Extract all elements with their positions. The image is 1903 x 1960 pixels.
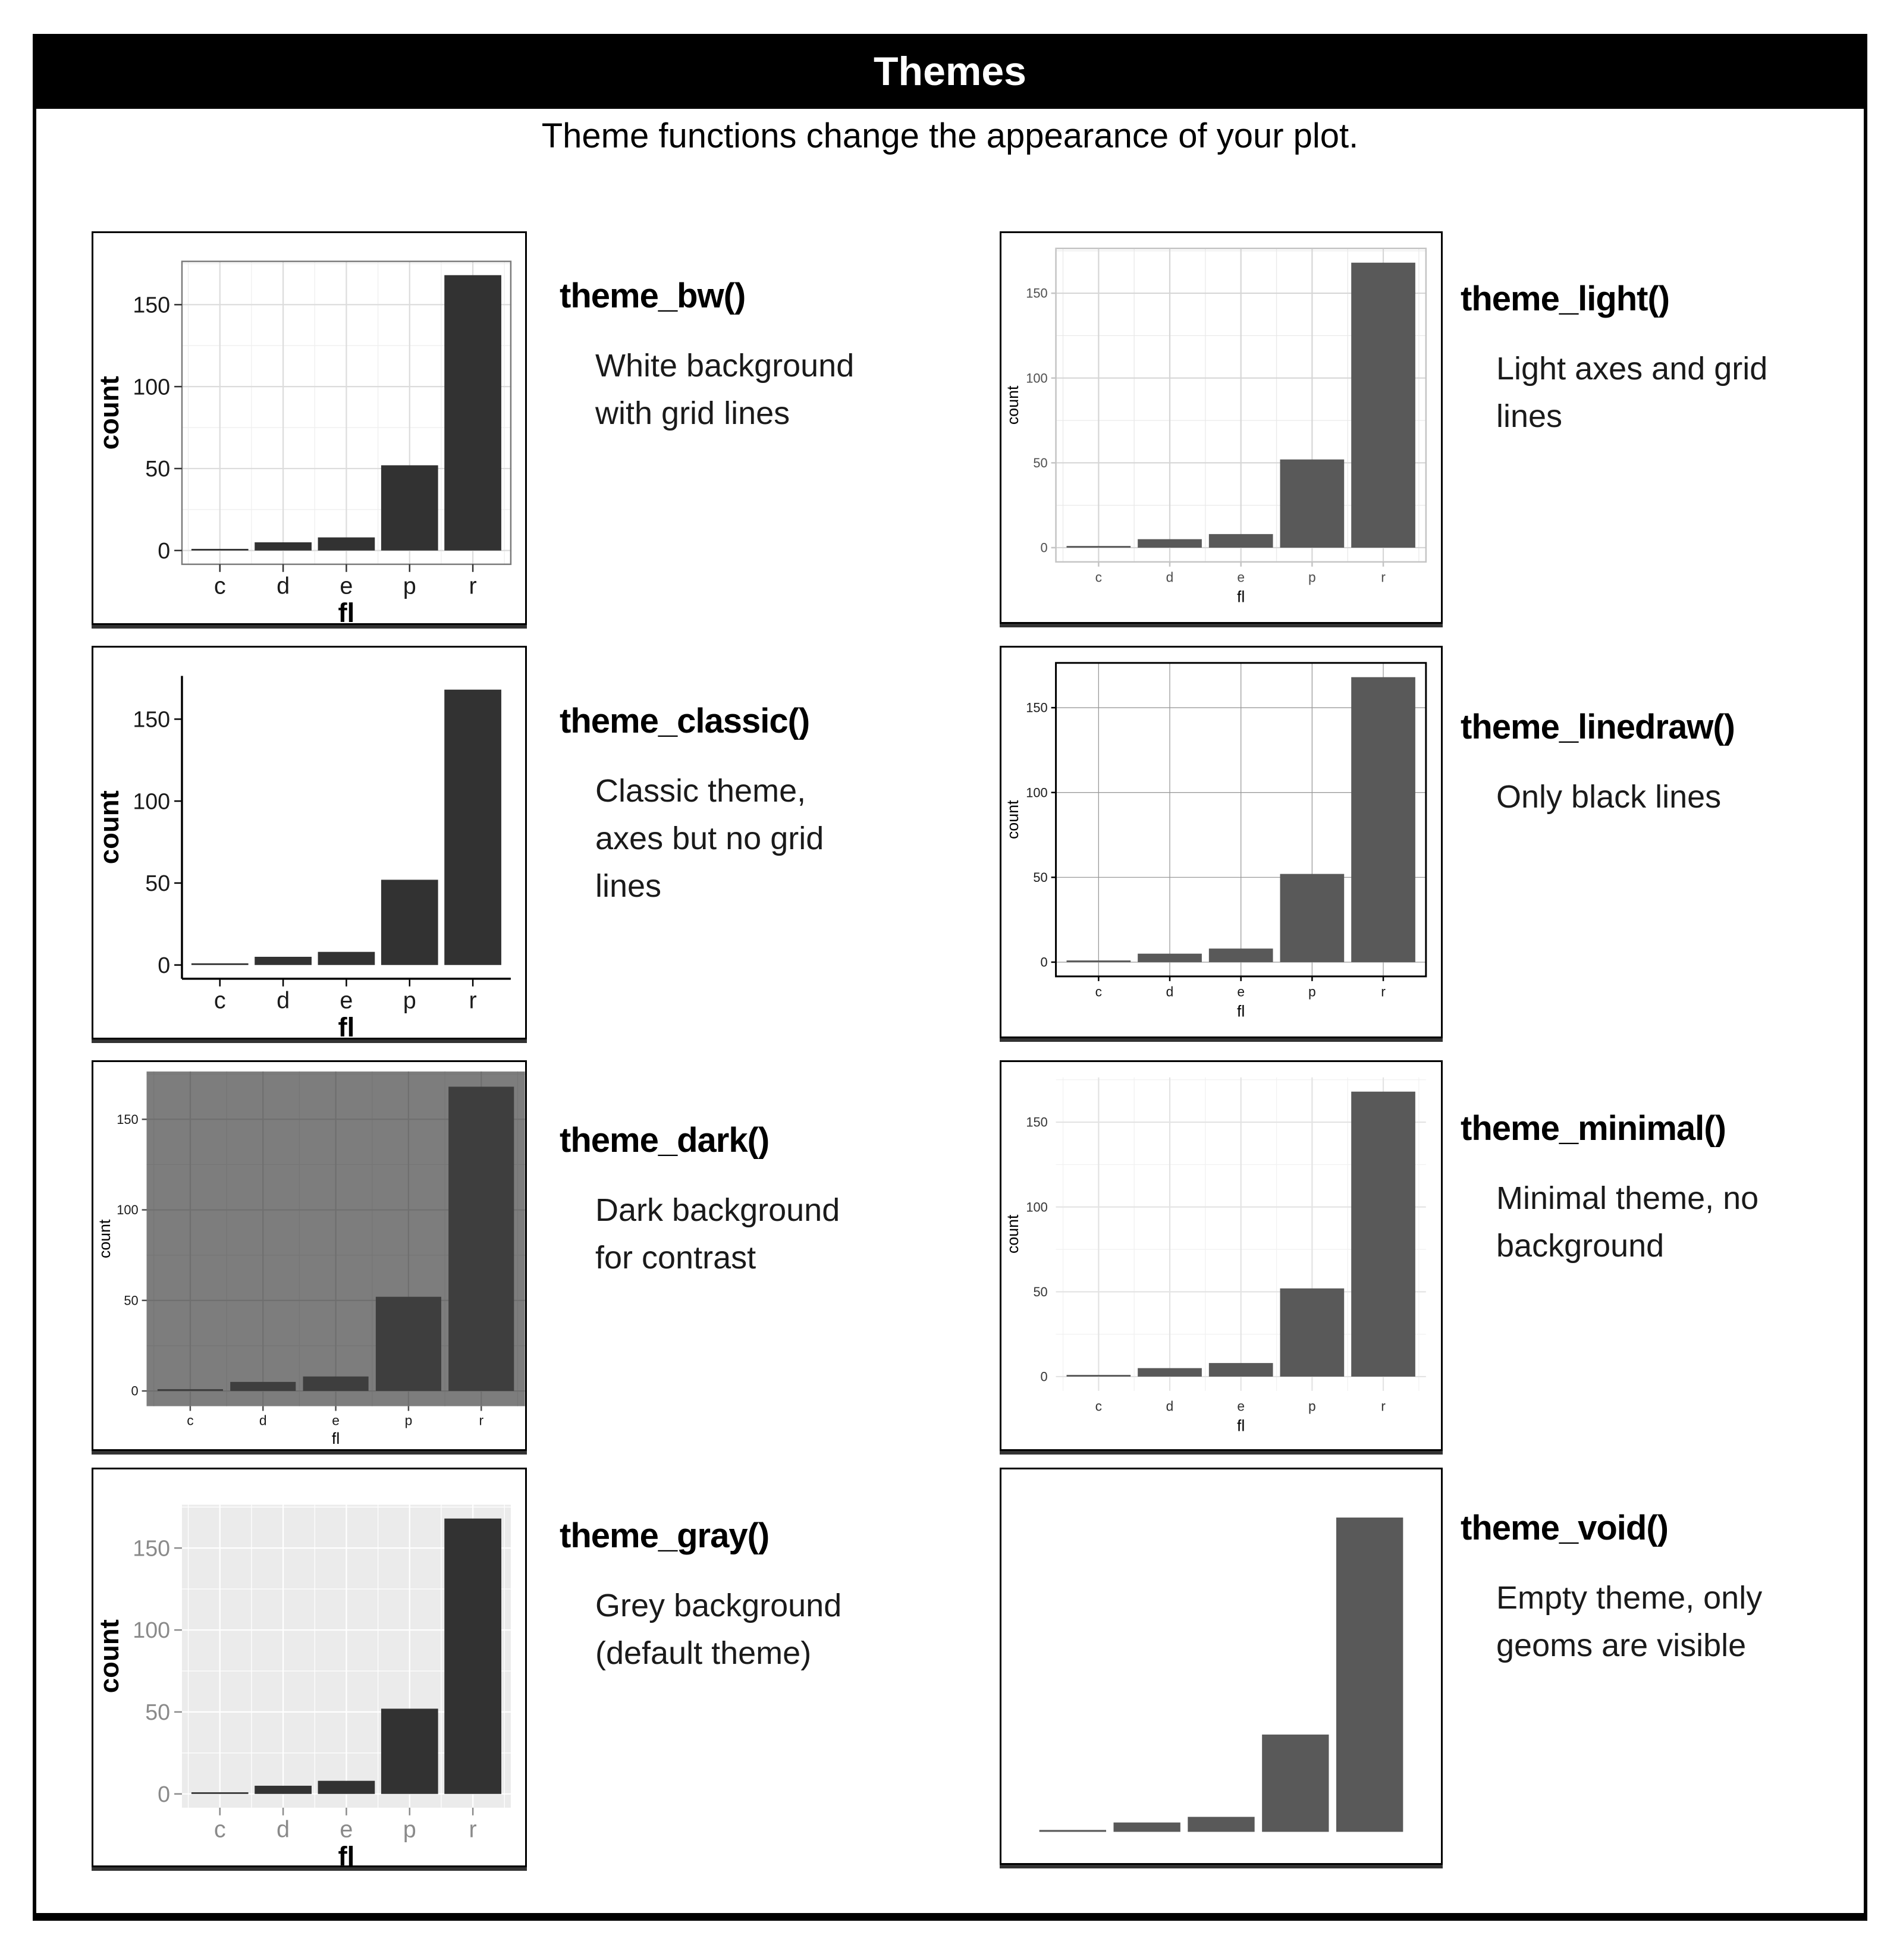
svg-text:50: 50 [1033, 455, 1048, 470]
svg-text:e: e [1237, 569, 1245, 585]
theme-desc-line: with grid lines [595, 395, 790, 431]
theme-void-label [1461, 1507, 1865, 1669]
theme-desc-line: background [1496, 1228, 1665, 1264]
theme-bw-plot [92, 231, 527, 625]
svg-text:c: c [187, 1412, 194, 1428]
theme-classic-plot [92, 646, 527, 1039]
svg-text:150: 150 [133, 1535, 171, 1561]
svg-text:count: count [93, 376, 124, 450]
svg-text:r: r [469, 1816, 477, 1843]
theme-fn-desc [1461, 1174, 1865, 1270]
section-subtitle: Theme functions change the appearance of your plot. [541, 117, 1359, 155]
theme-fn-desc [1461, 1574, 1865, 1669]
svg-text:d: d [259, 1412, 267, 1428]
svg-text:100: 100 [1026, 370, 1048, 386]
svg-text:fl: fl [1237, 588, 1245, 606]
svg-text:fl: fl [338, 598, 355, 623]
svg-text:fl: fl [338, 1012, 355, 1038]
svg-text:count: count [96, 1219, 114, 1258]
svg-text:150: 150 [133, 292, 171, 318]
svg-text:50: 50 [124, 1293, 139, 1308]
svg-text:e: e [340, 987, 353, 1014]
svg-text:count: count [1004, 800, 1022, 840]
svg-text:0: 0 [158, 952, 171, 978]
theme-fn-desc [560, 767, 940, 910]
svg-text:r: r [479, 1412, 484, 1428]
section-header-bar [33, 34, 1867, 109]
svg-text:50: 50 [1033, 869, 1048, 885]
svg-text:100: 100 [117, 1202, 139, 1218]
svg-text:e: e [1237, 1398, 1245, 1414]
bar-chart-svg [93, 233, 525, 623]
svg-text:e: e [340, 1816, 353, 1843]
svg-text:p: p [1308, 1398, 1316, 1414]
svg-text:0: 0 [1040, 540, 1048, 555]
svg-text:c: c [213, 987, 226, 1014]
svg-text:p: p [1308, 569, 1316, 585]
theme-desc-line: Empty theme, only [1496, 1580, 1763, 1616]
svg-text:50: 50 [1033, 1284, 1048, 1299]
svg-text:r: r [1381, 984, 1386, 1000]
bar-chart-svg [1001, 648, 1441, 1036]
theme-desc-line: Only black lines [1496, 779, 1722, 815]
bar-chart-svg [1001, 1469, 1441, 1863]
theme-fn-name: theme_minimal() [1461, 1109, 1726, 1148]
theme-gray-label [560, 1515, 940, 1677]
svg-text:p: p [403, 1816, 416, 1843]
svg-text:count: count [1004, 385, 1022, 425]
bar-chart-svg [93, 1469, 525, 1865]
svg-text:50: 50 [145, 871, 171, 896]
theme-fn-name: theme_bw() [560, 277, 746, 315]
svg-text:p: p [403, 573, 416, 599]
svg-text:count: count [1004, 1214, 1022, 1254]
theme-minimal-label [1461, 1108, 1865, 1270]
svg-text:count: count [93, 790, 124, 865]
theme-classic-label [560, 701, 940, 910]
svg-text:p: p [403, 987, 416, 1014]
svg-text:fl: fl [1237, 1416, 1245, 1435]
theme-gray-plot [92, 1468, 527, 1867]
svg-text:100: 100 [133, 1617, 171, 1643]
theme-fn-name: theme_dark() [560, 1121, 770, 1160]
theme-fn-name: theme_gray() [560, 1516, 770, 1555]
svg-text:e: e [340, 573, 353, 599]
theme-desc-line: White background [595, 348, 855, 384]
theme-fn-desc [1461, 773, 1865, 821]
theme-desc-line: lines [1496, 398, 1563, 434]
theme-fn-name: theme_linedraw() [1461, 708, 1735, 746]
svg-text:r: r [1381, 1398, 1386, 1414]
svg-text:r: r [469, 573, 477, 599]
svg-text:50: 50 [145, 1700, 171, 1725]
svg-text:150: 150 [1026, 285, 1048, 301]
svg-text:d: d [1166, 984, 1174, 1000]
theme-light-plot [1000, 231, 1443, 624]
svg-text:r: r [469, 987, 477, 1014]
section-title: Themes [874, 49, 1026, 94]
theme-desc-line: axes but no grid [595, 821, 824, 856]
bar-chart-svg [93, 1062, 525, 1449]
theme-fn-name: theme_light() [1461, 279, 1670, 318]
svg-text:100: 100 [1026, 785, 1048, 800]
theme-desc-line: Classic theme, [595, 773, 806, 809]
svg-text:d: d [277, 1816, 290, 1843]
svg-text:0: 0 [1040, 1369, 1048, 1384]
svg-text:fl: fl [1237, 1002, 1245, 1020]
svg-text:count: count [93, 1619, 124, 1694]
theme-desc-line: geoms are visible [1496, 1628, 1747, 1663]
svg-text:e: e [1237, 984, 1245, 1000]
svg-text:150: 150 [1026, 1114, 1048, 1130]
theme-desc-line: lines [595, 868, 662, 904]
theme-fn-desc [560, 342, 940, 437]
svg-text:r: r [1381, 569, 1386, 585]
svg-text:p: p [404, 1412, 413, 1428]
svg-text:fl: fl [331, 1430, 340, 1448]
theme-dark-label [560, 1120, 940, 1281]
bar-chart-svg [93, 648, 525, 1038]
theme-desc-line: Dark background [595, 1192, 840, 1228]
theme-desc-line: Grey background [595, 1588, 842, 1623]
theme-desc-line: Minimal theme, no [1496, 1180, 1759, 1216]
svg-text:100: 100 [133, 374, 171, 400]
svg-text:0: 0 [131, 1383, 139, 1399]
svg-text:d: d [277, 987, 290, 1014]
bar-chart-svg [1001, 233, 1441, 622]
theme-light-label [1461, 278, 1865, 440]
svg-text:p: p [1308, 984, 1316, 1000]
svg-text:c: c [213, 573, 226, 599]
svg-text:c: c [1095, 1398, 1103, 1414]
svg-text:c: c [1095, 984, 1103, 1000]
theme-desc-line: (default theme) [595, 1635, 812, 1671]
svg-text:fl: fl [338, 1841, 355, 1865]
svg-text:0: 0 [158, 1781, 171, 1807]
bar-chart-svg [1001, 1062, 1441, 1449]
theme-linedraw-label [1461, 706, 1865, 821]
svg-text:150: 150 [133, 706, 171, 732]
svg-text:d: d [277, 573, 290, 599]
svg-text:0: 0 [1040, 954, 1048, 970]
theme-dark-plot [92, 1060, 527, 1451]
svg-text:150: 150 [1026, 700, 1048, 715]
svg-text:e: e [332, 1412, 340, 1428]
theme-minimal-plot [1000, 1060, 1443, 1451]
themes-section-box [33, 34, 1867, 1921]
svg-text:c: c [1095, 569, 1103, 585]
theme-void-plot [1000, 1468, 1443, 1865]
theme-fn-desc [560, 1582, 940, 1677]
svg-text:c: c [213, 1816, 226, 1843]
theme-bw-label [560, 275, 940, 437]
svg-text:d: d [1166, 569, 1174, 585]
theme-desc-line: for contrast [595, 1240, 756, 1276]
theme-fn-desc [560, 1186, 940, 1281]
svg-text:150: 150 [117, 1111, 139, 1127]
theme-fn-name: theme_void() [1461, 1509, 1668, 1547]
svg-text:50: 50 [145, 456, 171, 482]
svg-text:100: 100 [133, 789, 171, 814]
theme-fn-name: theme_classic() [560, 702, 810, 740]
svg-text:100: 100 [1026, 1199, 1048, 1215]
theme-fn-desc [1461, 345, 1865, 440]
svg-text:0: 0 [158, 538, 171, 563]
theme-linedraw-plot [1000, 646, 1443, 1038]
theme-desc-line: Light axes and grid [1496, 351, 1768, 387]
svg-text:d: d [1166, 1398, 1174, 1414]
